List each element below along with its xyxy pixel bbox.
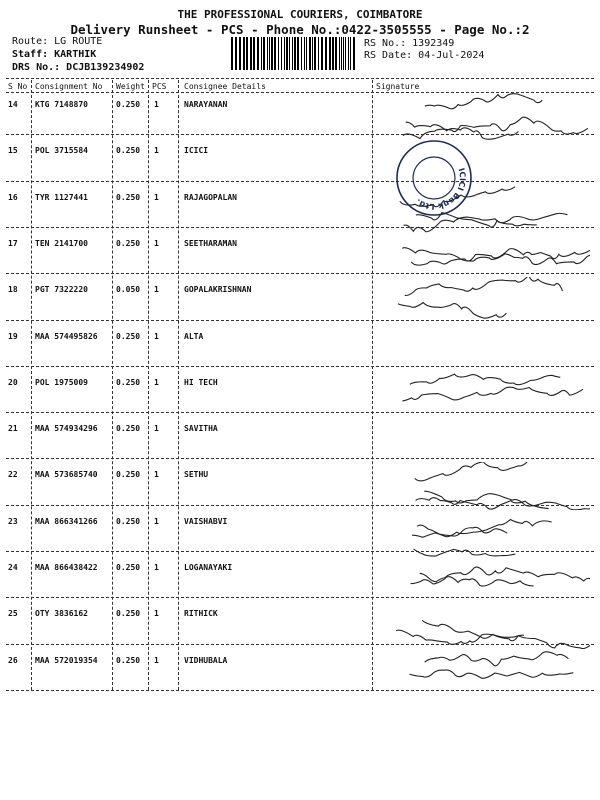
row-consignee: NARAYANAN [184,100,228,109]
staff-label: Staff: KARTHIK [12,49,97,60]
column-header-sno: S No [8,82,28,91]
row-consignee: GOPALAKRISHNAN [184,285,252,295]
row-pcs: 1 [154,470,159,480]
row-divider [6,366,594,367]
row-pcs: 1 [154,146,159,156]
row-consignment-number: MAA 572019354 [35,655,98,665]
row-weight: 0.250 [116,238,141,248]
row-consignment-number: MAA 866341266 [35,516,98,526]
row-divider [6,458,594,459]
row-pcs: 1 [154,563,159,572]
row-pcs: 1 [154,192,159,202]
stamp-text: ICICI Bank Ltd. [414,166,468,212]
column-header-weight: Weight [116,82,145,91]
row-consignment-number: MAA 574495826 [35,331,98,341]
table-top-border [6,78,594,79]
row-consignee: ALTA [184,331,204,341]
row-weight: 0.250 [116,146,141,156]
row-sno: 16 [8,192,18,202]
row-weight: 0.250 [116,470,141,480]
row-sno: 21 [8,424,18,434]
column-divider [112,80,113,690]
row-weight: 0.250 [116,424,141,434]
row-consignment-number: TYR 1127441 [35,192,88,202]
row-pcs: 1 [154,285,159,295]
row-sno: 17 [8,238,18,248]
row-pcs: 1 [154,516,159,526]
rs-date: RS Date: 04-Jul-2024 [364,50,485,61]
drs-number: DRS No.: DCJB139234902 [12,62,145,73]
row-consignee: SEETHARAMAN [184,238,237,248]
signature-scribble [376,601,590,649]
signature-scribble [376,509,590,557]
signature-scribble [376,370,590,418]
row-pcs: 1 [154,609,159,619]
row-pcs: 1 [154,238,159,248]
row-pcs: 1 [154,100,159,109]
column-header-consignee: Consignee Details [184,82,266,91]
row-consignment-number: TEN 2141700 [35,238,88,248]
signature-scribble [376,92,590,140]
row-weight: 0.250 [116,563,141,572]
company-title: THE PROFESSIONAL COURIERS, COIMBATORE [177,8,423,21]
table-bottom-border [6,690,594,691]
row-consignee: SETHU [184,470,209,480]
signature-scribble [376,555,590,603]
row-consignee: SAVITHA [184,424,218,434]
bank-stamp [394,138,474,218]
row-weight: 0.250 [116,100,141,109]
row-consignee: LOGANAYAKI [184,563,233,572]
row-consignment-number: MAA 573685740 [35,470,98,480]
row-consignee: VAISHABVI [184,516,228,526]
row-consignment-number: MAA 574934296 [35,424,98,434]
row-pcs: 1 [154,331,159,341]
column-divider [31,80,32,690]
row-weight: 0.250 [116,655,141,665]
row-divider [6,181,594,182]
row-sno: 26 [8,655,18,665]
signature-scribble [376,231,590,279]
barcode [230,37,357,70]
row-sno: 23 [8,516,18,526]
row-consignee: RITHICK [184,609,218,619]
row-consignment-number: POL 1975009 [35,377,88,387]
row-consignment-number: MAA 866438422 [35,563,98,572]
row-sno: 25 [8,609,18,619]
runsheet-title: Delivery Runsheet - PCS - Phone No.:0422-3505555 - Page No.:2 [70,22,530,37]
row-consignee: ICICI [184,146,209,156]
signature-scribble [376,462,590,510]
row-pcs: 1 [154,424,159,434]
row-consignee: VIDHUBALA [184,655,228,665]
row-consignment-number: KTG 7148870 [35,100,88,109]
column-header-signature: Signature [376,82,420,91]
row-consignment-number: PGT 7322220 [35,285,88,295]
column-header-consignment: Consignment No [35,82,103,91]
signature-scribble [376,277,590,325]
rs-number: RS No.: 1392349 [364,38,455,49]
signature-scribble [376,648,590,696]
row-weight: 0.250 [116,609,141,619]
row-weight: 0.250 [116,331,141,341]
column-header-pcs: PCS [152,82,167,91]
row-sno: 15 [8,146,18,156]
row-consignment-number: OTY 3836162 [35,609,88,619]
row-consignee: HI TECH [184,377,218,387]
row-sno: 22 [8,470,18,480]
row-weight: 0.250 [116,516,141,526]
row-weight: 0.050 [116,285,141,295]
column-divider [372,80,373,690]
row-pcs: 1 [154,655,159,665]
row-sno: 14 [8,100,18,109]
row-sno: 24 [8,563,18,572]
route-label: Route: LG ROUTE [12,36,103,47]
row-sno: 18 [8,285,18,295]
row-consignee: RAJAGOPALAN [184,192,237,202]
column-divider [148,80,149,690]
row-pcs: 1 [154,377,159,387]
row-weight: 0.250 [116,192,141,202]
row-consignment-number: POL 3715584 [35,146,88,156]
column-divider [178,80,179,690]
row-weight: 0.250 [116,377,141,387]
row-sno: 20 [8,377,18,387]
row-sno: 19 [8,331,18,341]
